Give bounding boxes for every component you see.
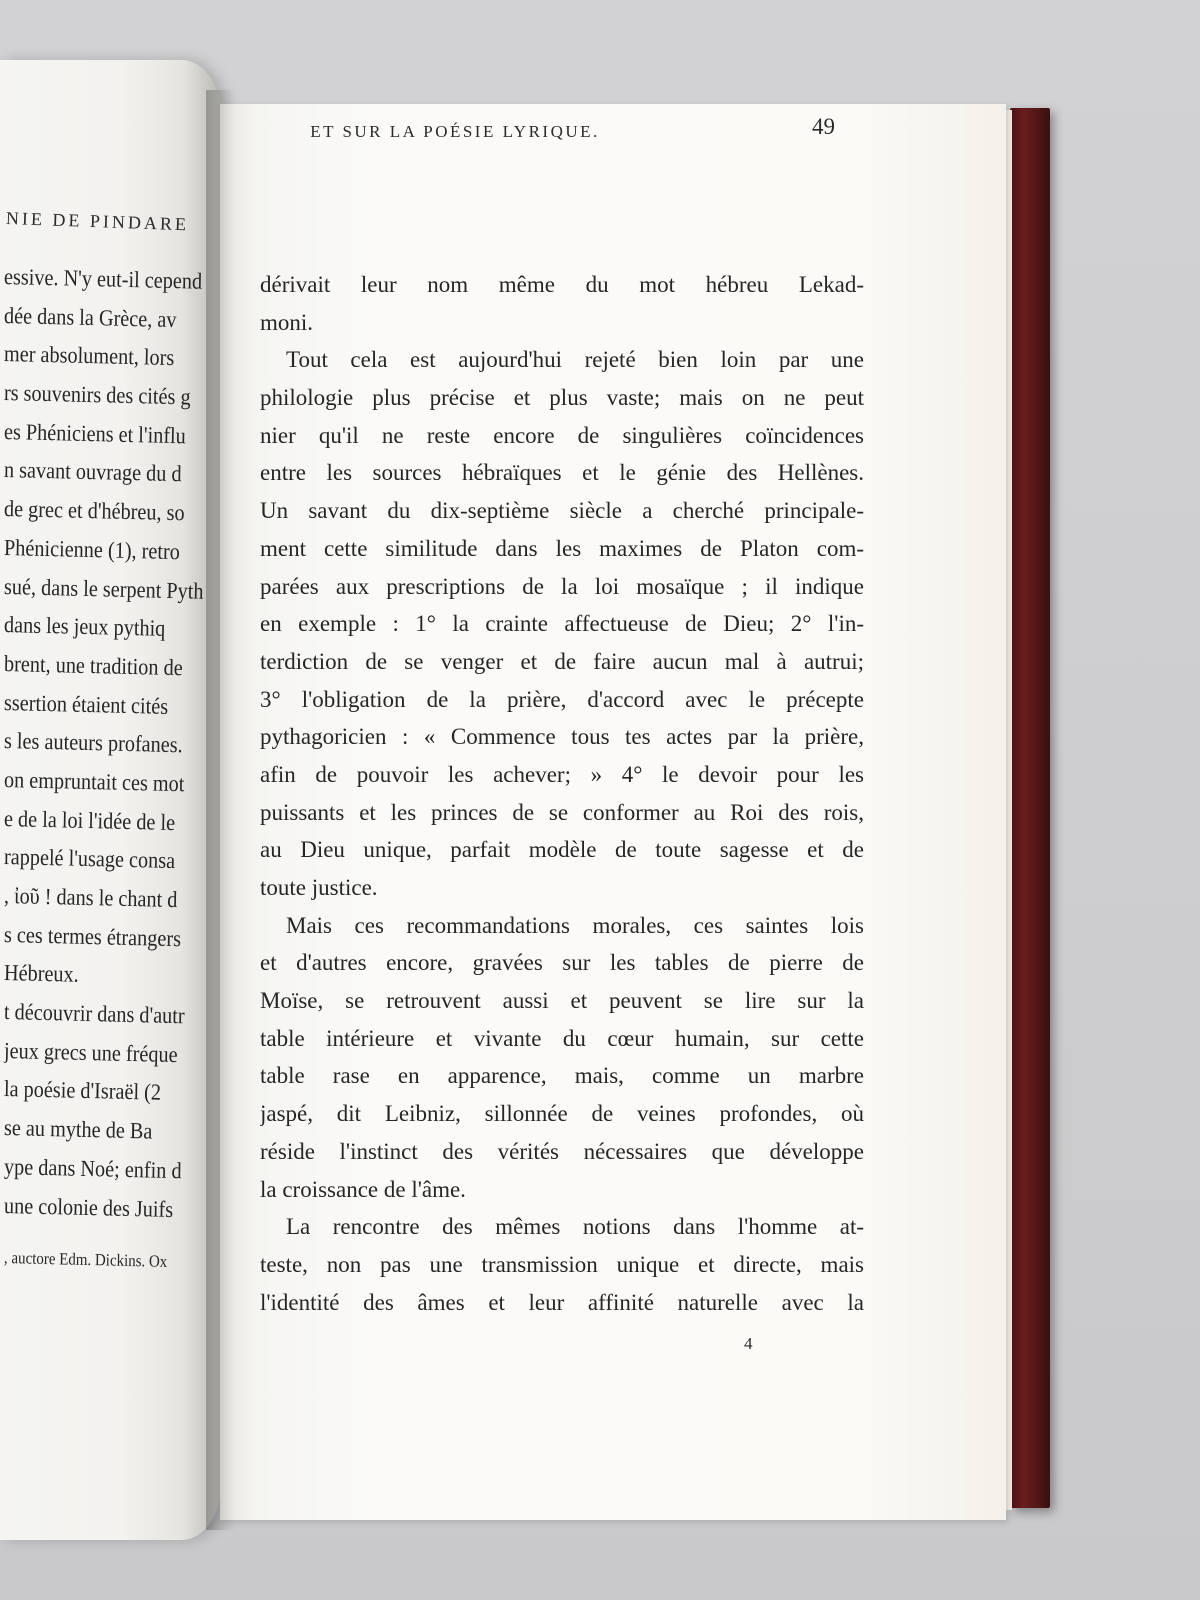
left-running-head: NIE DE PINDARE [5,208,190,235]
body-text-line: terdiction de se venger et de faire aucun mal à autrui; [260,648,864,674]
body-text-line: moni. [260,309,314,335]
left-footnote: , auctore Edm. Dickins. Ox [3,1248,168,1272]
page-number: 49 [812,114,835,139]
body-text-line: Un savant du dix-septième siècle a cherché principale- [260,498,864,524]
body-text-line: jaspé, dit Leibniz, sillonnée de veines profondes, où [260,1101,864,1127]
body-text-line: pythagoricien : « Commence tous tes actes par la prière, [260,724,864,750]
left-page-text [4,258,222,1278]
body-text-line: Tout cela est aujourd'hui rejeté bien loin par une [286,347,864,373]
left-text-line: dée dans la Grèce, av [3,302,177,332]
left-text-line: sué, dans le serpent Pyth [3,573,204,604]
left-page [0,60,222,1540]
left-text-line: dans les jeux pythiq [3,612,166,642]
body-text-line: au Dieu unique, parfait modèle de toute sagesse et de [260,837,864,863]
body-text-line: puissants et les princes de se conformer au Roi des rois, [260,799,864,825]
left-text-line: jeux grecs une fréque [3,1037,178,1067]
body-text-line: philologie plus précise et plus vaste; mais on ne peut [260,385,864,411]
body-text-line: La rencontre des mêmes notions dans l'homme at- [286,1214,864,1240]
body-text-line: table rase en apparence, mais, comme un marbre [260,1063,864,1089]
body-text [260,266,864,1321]
body-text-line: la croissance de l'âme. [260,1176,466,1202]
left-text-line: e de la loi l'idée de le [3,805,176,835]
body-text-line: Moïse, se retrouvent aussi et peuvent se lire sur la [260,988,864,1014]
left-text-line: se au mythe de Ba [3,1115,153,1144]
body-text-line: ment cette similitude dans les maximes de Platon com- [260,535,864,561]
left-text-line: de grec et d'hébreu, so [3,496,185,526]
running-head: ET SUR LA POÉSIE LYRIQUE. [310,122,600,141]
left-text-line: es Phéniciens et l'influ [3,418,187,449]
body-text-line: parées aux prescriptions de la loi mosaïque ; il indique [260,573,864,599]
left-text-line: ype dans Noé; enfin d [3,1153,182,1184]
left-text-line: s ces termes étrangers [3,921,182,951]
body-text-line: table intérieure et vivante du cœur humain, sur cette [260,1025,864,1051]
left-text-line: ssertion étaient cités [3,689,169,719]
left-text-line: Hébreux. [3,960,79,988]
body-text-line: l'identité des âmes et leur affinité naturelle avec la [260,1289,864,1315]
body-text-line: entre les sources hébraïques et le génie des Hellènes. [260,460,864,486]
left-text-line: t découvrir dans d'autr [3,999,185,1029]
left-text-line: rs souvenirs des cités g [3,380,191,410]
body-text-line: en exemple : 1° la crainte affectueuse de Dieu; 2° l'in- [260,611,864,637]
left-text-line: s les auteurs profanes. [3,728,183,758]
left-text-line: on empruntait ces mot [3,766,185,797]
left-text-line: la poésie d'Israël (2 [3,1076,162,1106]
body-text-line: afin de pouvoir les achever; » 4° le devoir pour les [260,761,864,787]
back-cover [1010,108,1050,1508]
left-text-line: essive. N'y eut-il cepend [3,264,203,294]
body-text-line: Mais ces recommandations morales, ces saintes lois [286,912,864,938]
left-text-line: brent, une tradition de [3,650,183,681]
body-text-line: dérivait leur nom même du mot hébreu Lekad- [260,272,864,297]
left-text-line: Phénicienne (1), retro [3,534,181,564]
body-text-line: nier qu'il ne reste encore de singulières coïncidences [260,422,864,448]
left-text-line: , ἰοῦ ! dans le chant d [3,883,178,913]
body-text-line: toute justice. [260,875,378,900]
left-text-line: n savant ouvrage du d [3,457,182,487]
body-text-line: réside l'instinct des vérités nécessaires que développe [260,1138,864,1164]
body-text-line: et d'autres encore, gravées sur les tables de pierre de [260,950,864,976]
left-text-line: mer absolument, lors [3,341,175,371]
body-text-line: teste, non pas une transmission unique et directe, mais [260,1251,864,1277]
left-text-line: rappelé l'usage consa [3,844,176,874]
body-text-line: 3° l'obligation de la prière, d'accord avec le précepte [260,686,864,712]
signature-mark: 4 [744,1334,753,1353]
left-text-line: une colonie des Juifs [3,1192,174,1222]
